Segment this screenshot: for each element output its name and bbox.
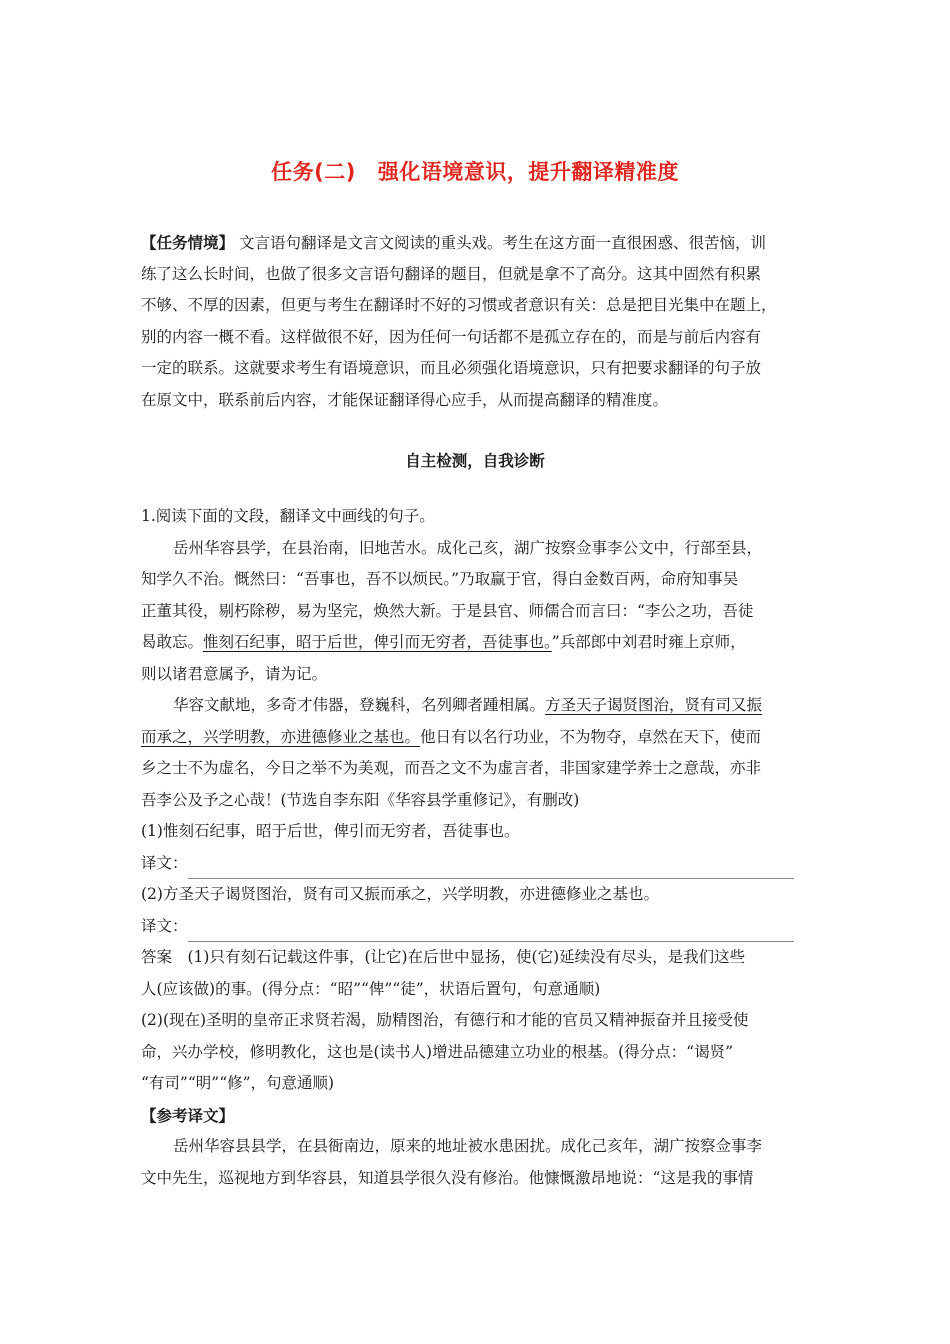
underlined-sentence-2-cont: 而承之，兴学明教，亦进德修业之基也。 [141, 727, 421, 746]
answer-line: (2)(现在)圣明的皇帝正求贤若渴，励精图治，有德行和才能的官员又精神振奋并且接受使 [141, 1011, 749, 1029]
question-prompt: 1.阅读下面的文段，翻译文中画线的句子。 [141, 507, 435, 525]
reference-line: 文中先生，巡视地方到华容县，知道县学很久没有修治。他慷慨激昂地说：“这是我的事情 [141, 1168, 754, 1187]
answer-label-2: 译文： [141, 916, 188, 935]
intro-line: 在原文中，联系前后内容，才能保证翻译得心应手，从而提高翻译的精准度。 [141, 390, 669, 409]
answer-blank-1[interactable] [188, 858, 794, 879]
answer-line: 命，兴办学校，修明教化，这也是(读书人)增进品德建立功业的根基。(得分点：“谒贤” [141, 1042, 733, 1061]
question-block [141, 501, 813, 1194]
section-heading: 自主检测，自我诊断 [405, 452, 545, 470]
title-task-label: 任务(二) [271, 160, 356, 184]
intro-paragraph [141, 227, 813, 416]
sub-question-1: (1)惟刻石纪事，昭于后世，俾引而无穷者，吾徒事也。 [141, 822, 520, 840]
intro-line: 文言语句翻译是文言文阅读的重头戏。考生在这方面一直很困惑、很苦恼，训 [238, 234, 766, 252]
passage-line: 知学久不治。慨然曰：“吾事也，吾不以烦民。”乃取赢于官，得白金数百两，命府知事吴 [141, 570, 739, 588]
intro-line: 不够、不厚的因素，但更与考生在翻译时不好的习惯或者意识有关：总是把目光集中在题上， [141, 296, 777, 314]
title-task-text: 强化语境意识，提升翻译精准度 [377, 160, 679, 184]
reference-tag: 【参考译文】 [141, 1105, 235, 1125]
underlined-sentence-1: 惟刻石纪事，昭于后世，俾引而无穷者，吾徒事也。 [203, 633, 552, 651]
passage-line: 则以诸君意属予，请为记。 [141, 664, 328, 683]
page-title [0, 156, 950, 186]
passage-text: 曷敢忘。 [141, 633, 204, 651]
passage-text: 华容文献地，多奇才伟器，登巍科，名列卿者踵相属。 [173, 696, 546, 714]
answer-blank-2[interactable] [188, 921, 794, 942]
passage-line: 乡之士不为虚名，今日之举不为美观，而吾之文不为虚言者，非国家建学养士之意哉，亦非 [141, 759, 762, 777]
intro-line: 练了这么长时间，也做了很多文言语句翻译的题目，但就是拿不了高分。这其中固然有积累 [141, 264, 762, 283]
intro-line: 一定的联系。这就要求考生有语境意识，而且必须强化语境意识，只有把要求翻译的句子放 [141, 359, 762, 377]
answer-line: 答案 (1)只有刻石记载这件事，(让它)在后世中显扬，使(它)延续没有尽头，是我们这些 [141, 948, 746, 966]
answer-line: “有司”“明”“修”，句意通顺) [141, 1074, 335, 1092]
sub-question-2: (2)方圣天子谒贤图治，贤有司又振而承之，兴学明教，亦进德修业之基也。 [141, 885, 659, 903]
intro-line: 别的内容一概不看。这样做很不好，因为任何一句话都不是孤立存在的，而是与前后内容有 [141, 327, 762, 346]
reference-line: 岳州华容县县学，在县衙南边，原来的地址被水患困扰。成化己亥年，湖广按察佥事李 [173, 1137, 763, 1155]
underlined-sentence-2: 方圣天子谒贤图治，贤有司又振 [545, 696, 763, 714]
passage-line: 吾李公及予之心哉！(节选自李东阳《华容县学重修记》，有删改) [141, 790, 580, 809]
passage-line: 正董其役，剔朽除秽，易为坚完，焕然大新。于是县官、师儒合而言曰：“李公之功，吾徒 [141, 601, 754, 620]
passage-line: 岳州华容县学，在县治南，旧地苦水。成化己亥，湖广按察佥事李公文中，行部至县， [173, 538, 763, 557]
answer-line: 人(应该做)的事。(得分点：“昭”“俾”“徒”，状语后置句，句意通顺) [141, 979, 601, 998]
passage-text: ”兵部郎中刘君时雍上京师， [551, 633, 746, 651]
intro-tag: 【任务情境】 [141, 233, 235, 252]
answer-label-1: 译文： [141, 853, 188, 872]
passage-text: 他日有以名行功业，不为物夺，卓然在天下，使而 [420, 727, 762, 746]
